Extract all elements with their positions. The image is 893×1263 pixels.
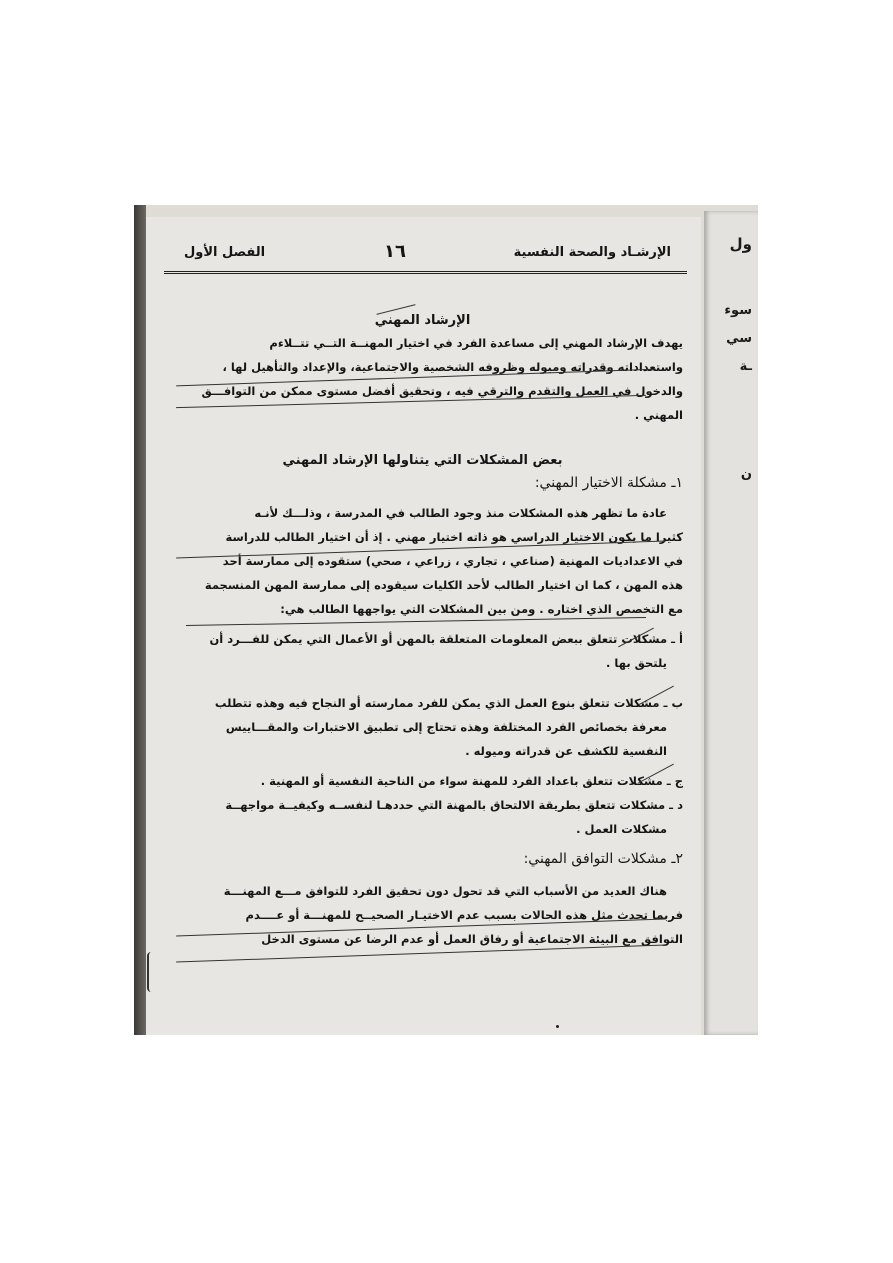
list-item-a-cont: يلتحق بها .	[606, 656, 667, 670]
intro-line: المهني .	[634, 408, 683, 422]
underline-stroke	[186, 617, 646, 626]
page-header	[164, 237, 687, 274]
adjacent-page	[704, 211, 758, 1035]
body-line: هناك العديد من الأسباب التي قد تحول دون تحقيق الفرد للتوافق مـــع المهنـــة	[223, 884, 667, 898]
subsection-title: ١ـ مشكلة الاختيار المهني:	[534, 475, 683, 491]
section-title: الإرشاد المهني	[374, 313, 471, 328]
margin-scrawl	[147, 952, 157, 992]
list-item-d: د ـ مشكلات تتعلق بطريقة الالتحاق بالمهنة التي حددهـا لنفســه وكيفيــة مواجهــة	[225, 798, 683, 812]
list-item-d-cont: مشكلات العمل .	[576, 822, 667, 836]
body-line: عادة ما تظهر هذه المشكلات منذ وجود الطالب في المدرسة ، وذلـــك لأنـه	[254, 506, 667, 520]
adjacent-text: سي	[726, 331, 752, 346]
page-number: ١٦	[384, 241, 406, 262]
chapter-label: الفصل الأول	[184, 245, 266, 260]
intro-line: يهدف الإرشاد المهني إلى مساعدة الفرد في اختيار المهنــة التــي تتــلاءم	[269, 336, 683, 350]
body-line: كثيرا ما يكون الاختيار الدراسي هو ذاته اختيار مهني . إذ أن اختيار الطالب للدراسة	[225, 530, 683, 544]
underline-stroke	[176, 944, 666, 962]
body-line: فربما تحدث مثل هذه الحالات بسبب عدم الاختيـار الصحيــح للمهنـــة أو عــــدم	[245, 908, 683, 922]
body-line: التوافق مع البيئة الاجتماعية أو رفاق العمل أو عدم الرضا عن مستوى الدخل	[261, 932, 683, 946]
list-item-c: ج ـ مشكلات تتعلق باعداد الفرد للمهنة سواء من الناحية النفسية أو المهنية .	[260, 774, 683, 788]
adjacent-text: ول	[729, 235, 752, 253]
adjacent-text: ـة	[739, 359, 752, 374]
book-spine-edge	[134, 205, 146, 1035]
book-page	[146, 217, 701, 1035]
list-item-b-cont: النفسية للكشف عن قدراته وميوله .	[465, 744, 667, 758]
scanned-photo	[134, 205, 758, 1035]
list-item-b: ب ـ مشكلات تتعلق بنوع العمل الذي يمكن للفرد ممارسته أو النجاح فيه وهذه تتطلب	[214, 696, 683, 710]
intro-line: والدخول في العمل والتقدم والترقي فيه ، وتحقيق أفضل مستوى ممكن من التوافـــق	[201, 384, 683, 398]
list-item-b-cont: معرفة بخصائص الفرد المختلفة وهذه تحتاج إلى تطبيق الاختبارات والمقـــاييس	[225, 720, 667, 734]
adjacent-text: سوء	[724, 303, 752, 318]
list-item-a: أ ـ مشكلات تتعلق ببعض المعلومات المتعلقة بالمهن أو الأعمال التي يمكن للفـــرد أن	[209, 632, 683, 646]
body-line: في الاعداديات المهنية (صناعي ، تجاري ، زراعي ، صحي) ستقوده إلى ممارسة أحد	[222, 554, 683, 568]
running-title: الإرشـاد والصحة النفسية	[513, 245, 671, 260]
problems-title: بعض المشكلات التي يتناولها الإرشاد المهني	[282, 453, 563, 468]
body-line: مع التخصص الذي اختاره . ومن بين المشكلات التي يواجهها الطالب هي:	[280, 602, 683, 616]
page-dot	[556, 1025, 559, 1028]
intro-line: واستعداداته وقدراته وميوله وظروفه الشخصية والاجتماعية، والإعداد والتأهيل لها ،	[222, 360, 683, 374]
subsection-title: ٢ـ مشكلات التوافق المهني:	[523, 851, 683, 867]
body-line: هذه المهن ، كما ان اختيار الطالب لأحد الكليات سيقوده إلى ممارسة المهن المنسجمة	[204, 578, 683, 592]
adjacent-text: ن	[740, 467, 752, 482]
